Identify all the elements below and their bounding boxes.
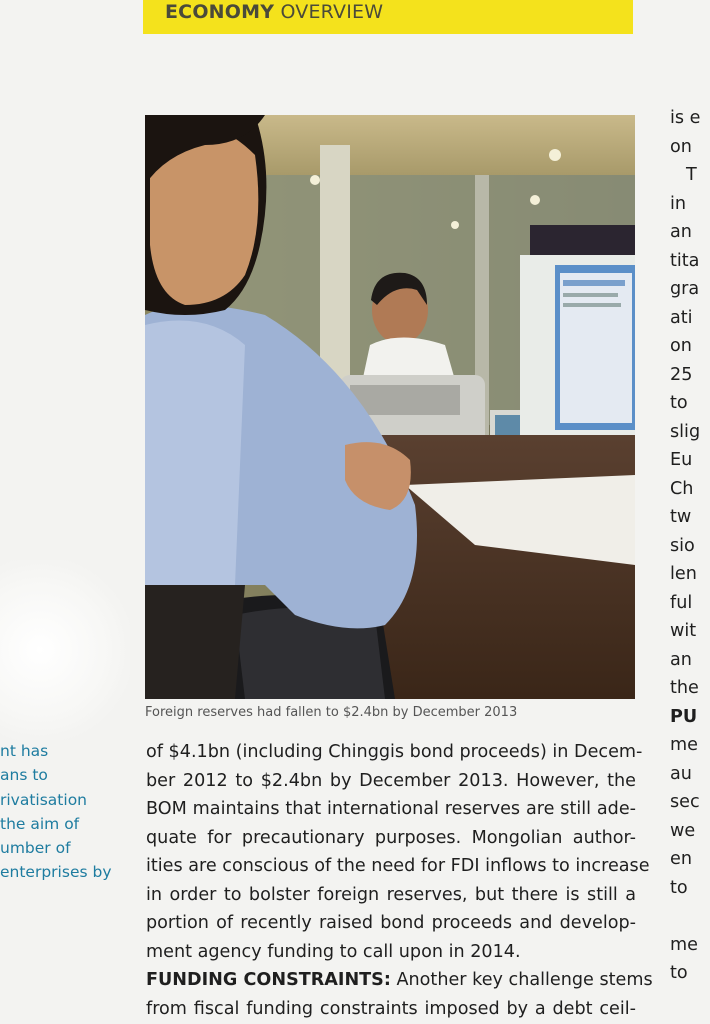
column-fragment: slig: [670, 421, 701, 442]
sidebar-line: ans to: [0, 766, 48, 785]
body-line: portion of recently raised bond proceeds and develop-: [146, 913, 636, 933]
column-fragment: [670, 902, 710, 931]
sidebar-text: [0, 739, 120, 885]
section-title-rest: OVERVIEW: [280, 1, 384, 23]
column-fragment: to: [670, 963, 688, 983]
column-heading-fragment: PU: [670, 706, 698, 727]
sidebar-line: the aim of: [0, 814, 80, 833]
sidebar-line: rivatisation: [0, 790, 87, 809]
column-fragment: Ch: [670, 478, 694, 499]
body-line: ber 2012 to $2.4bn by December 2013. However, the: [146, 770, 636, 791]
column-fragment: wit: [670, 621, 697, 641]
column-fragment: we: [670, 820, 696, 841]
column-fragment: len: [670, 564, 697, 584]
sidebar-line: nt has: [0, 742, 49, 760]
column-fragment: sec: [670, 792, 700, 812]
sidebar-line: enterprises by: [0, 863, 112, 882]
column-fragment: tw: [670, 507, 692, 527]
column-fragment: an: [670, 222, 692, 242]
funding-text: Another key challenge stems: [390, 970, 653, 990]
column-fragment: me: [670, 735, 698, 755]
column-fragment: T: [686, 165, 697, 185]
body-line: BOM maintains that international reserves are still ade-: [146, 799, 636, 819]
funding-heading: FUNDING CONSTRAINTS:: [146, 970, 391, 990]
section-header: [143, 0, 633, 34]
column-fragment: an: [670, 649, 692, 670]
column-fragment: [670, 703, 710, 732]
column-fragment: ati: [670, 307, 693, 328]
column-fragment: to: [670, 877, 688, 898]
body-line: of $4.1bn (including Chinggis bond proceeds) in Decem-: [146, 742, 643, 762]
body-line: ities are conscious of the need for FDI inflows to increase: [146, 856, 650, 876]
column-fragment: au: [670, 763, 692, 784]
column-fragment: 25: [670, 364, 693, 385]
body-line: quate for precautionary purposes. Mongolian author-: [146, 827, 636, 848]
body-line: from fiscal funding constraints imposed by a debt ceil-: [146, 998, 636, 1019]
body-line: in order to bolster foreign reserves, but there is still a: [146, 884, 636, 905]
column-fragment: on: [670, 336, 692, 356]
sidebar-line: umber of: [0, 839, 71, 858]
column-fragment: to: [670, 393, 688, 413]
article-body: [146, 738, 653, 1023]
column-fragment: en: [670, 849, 692, 869]
photo-caption: Foreign reserves had fallen to $2.4bn by December 2013: [145, 705, 518, 720]
column-fragment: gra: [670, 279, 700, 299]
section-title: [165, 1, 383, 23]
background-shape: [0, 560, 130, 740]
column-fragment: tita: [670, 250, 700, 271]
column-fragment: the: [670, 678, 699, 698]
article-photo: [145, 115, 635, 699]
column-fragment: ful: [670, 592, 693, 613]
column-fragment: sio: [670, 535, 695, 556]
column-fragment: in: [670, 193, 687, 214]
column-fragment: Eu: [670, 450, 693, 470]
column-fragment: me: [670, 934, 698, 955]
adjacent-column: [670, 104, 710, 988]
column-fragment: on: [670, 136, 692, 157]
column-fragment: is e: [670, 108, 701, 128]
body-line: ment agency funding to call upon in 2014.: [146, 941, 521, 962]
section-title-bold: ECONOMY: [165, 1, 275, 23]
funding-paragraph: [146, 966, 653, 995]
